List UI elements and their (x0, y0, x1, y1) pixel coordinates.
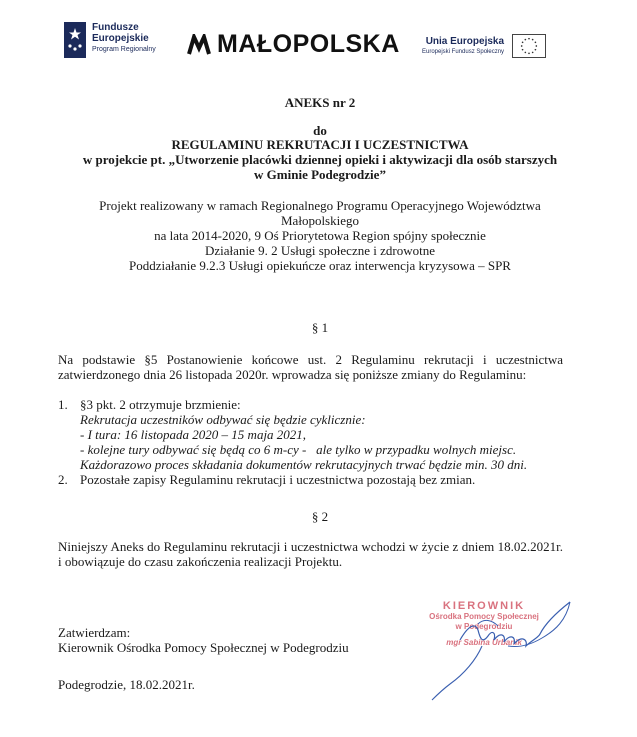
unia-europejska-logo (422, 34, 546, 58)
project-info-line: Małopolskiego (281, 213, 359, 228)
stamp-title: KIEROWNIK (442, 600, 526, 612)
fe-star-icon (64, 22, 86, 58)
stamp-line2: w Podegrodziu (455, 622, 513, 631)
section2-heading: § 2 (311, 509, 329, 524)
list-item-text: §3 pkt. 2 otrzymuje brzmienie: (80, 397, 241, 412)
eu-flag-icon (512, 34, 546, 58)
fe-line1: Fundusze (92, 22, 139, 33)
approval-block (58, 625, 349, 655)
quote-line: - kolejne tury odbywać się będą co 6 m-cy - ale tylko w przypadku wolnych miejsc. (80, 442, 517, 457)
list-item-number: 2. (58, 472, 68, 487)
fe-line2: Europejskie (92, 33, 149, 44)
malopolska-wordmark: MAŁOPOLSKA (217, 30, 400, 58)
list-item (58, 397, 588, 472)
malopolska-logo (187, 30, 400, 59)
fundusze-europejskie-logo (64, 22, 156, 58)
approval-label: Zatwierdzam: (58, 625, 131, 640)
approval-who: Kierownik Ośrodka Pomocy Społecznej w Podegrodziu (58, 640, 349, 655)
section1-heading: § 1 (311, 320, 329, 335)
ue-line1: Unia Europejska (425, 35, 505, 47)
ue-line2: Europejski Fundusz Społeczny (422, 48, 505, 55)
project-info-line: Poddziałanie 9.2.3 Usługi opiekuńcze oraz interwencja kryzysowa – SPR (129, 258, 511, 273)
quote-line: - I tura: 16 listopada 2020 – 15 maja 2021, (80, 427, 307, 442)
place-date: Podegrodzie, 18.02.2021r. (58, 677, 195, 692)
project-info-line: Projekt realizowany w ramach Regionalnego Programu Operacyjnego Województwa (99, 198, 541, 213)
fe-line3: Program Regionalny (92, 46, 156, 53)
aneks-title: ANEKS nr 2 (284, 95, 356, 110)
list-item-number: 1. (58, 397, 68, 412)
quote-line: Każdorazowo proces składania dokumentów rekrutacyjnych trwać będzie min. 30 dni. (80, 457, 528, 472)
handwritten-signature (420, 596, 580, 706)
project-info (60, 198, 580, 273)
section1-intro: Na podstawie §5 Postanowienie końcowe ust. 2 Regulaminu rekrutacji i uczestnictwa zatwierdzonego dnia 26 listopada 2020r. wprowadza się poniższe zmiany do Regulaminu: (58, 352, 563, 382)
project-title-line1: w projekcie pt. „Utworzenie placówki dziennej opieki i aktywizacji dla osób starszych (82, 152, 558, 167)
section2-text: Niniejszy Aneks do Regulaminu rekrutacji i uczestnictwa wchodzi w życie z dniem 18.02.2021r. i obowiązuje do czasu zakończenia realizacji Projektu. (58, 539, 563, 569)
regulamin-title: REGULAMINU REKRUTACJI I UCZESTNICTWA (171, 137, 469, 152)
list-item (58, 472, 588, 487)
changes-list (58, 397, 588, 487)
stamp-line1: Ośrodka Pomocy Społecznej (429, 612, 539, 621)
project-info-line: Działanie 9. 2 Usługi społeczne i zdrowotne (205, 243, 435, 258)
malopolska-mark-icon (187, 34, 211, 56)
quote-line: Rekrutacja uczestników odbywać się będzie cyklicznie: (80, 412, 366, 427)
title-do: do (313, 123, 327, 138)
stamp-name: mgr Sabina Urbanik (446, 638, 522, 647)
project-title-line2: w Gminie Podegrodzie” (254, 167, 386, 182)
list-item-text: Pozostałe zapisy Regulaminu rekrutacji i uczestnictwa pozostają bez zmian. (80, 472, 476, 487)
project-info-line: na lata 2014-2020, 9 Oś Priorytetowa Region spójny społecznie (154, 228, 486, 243)
